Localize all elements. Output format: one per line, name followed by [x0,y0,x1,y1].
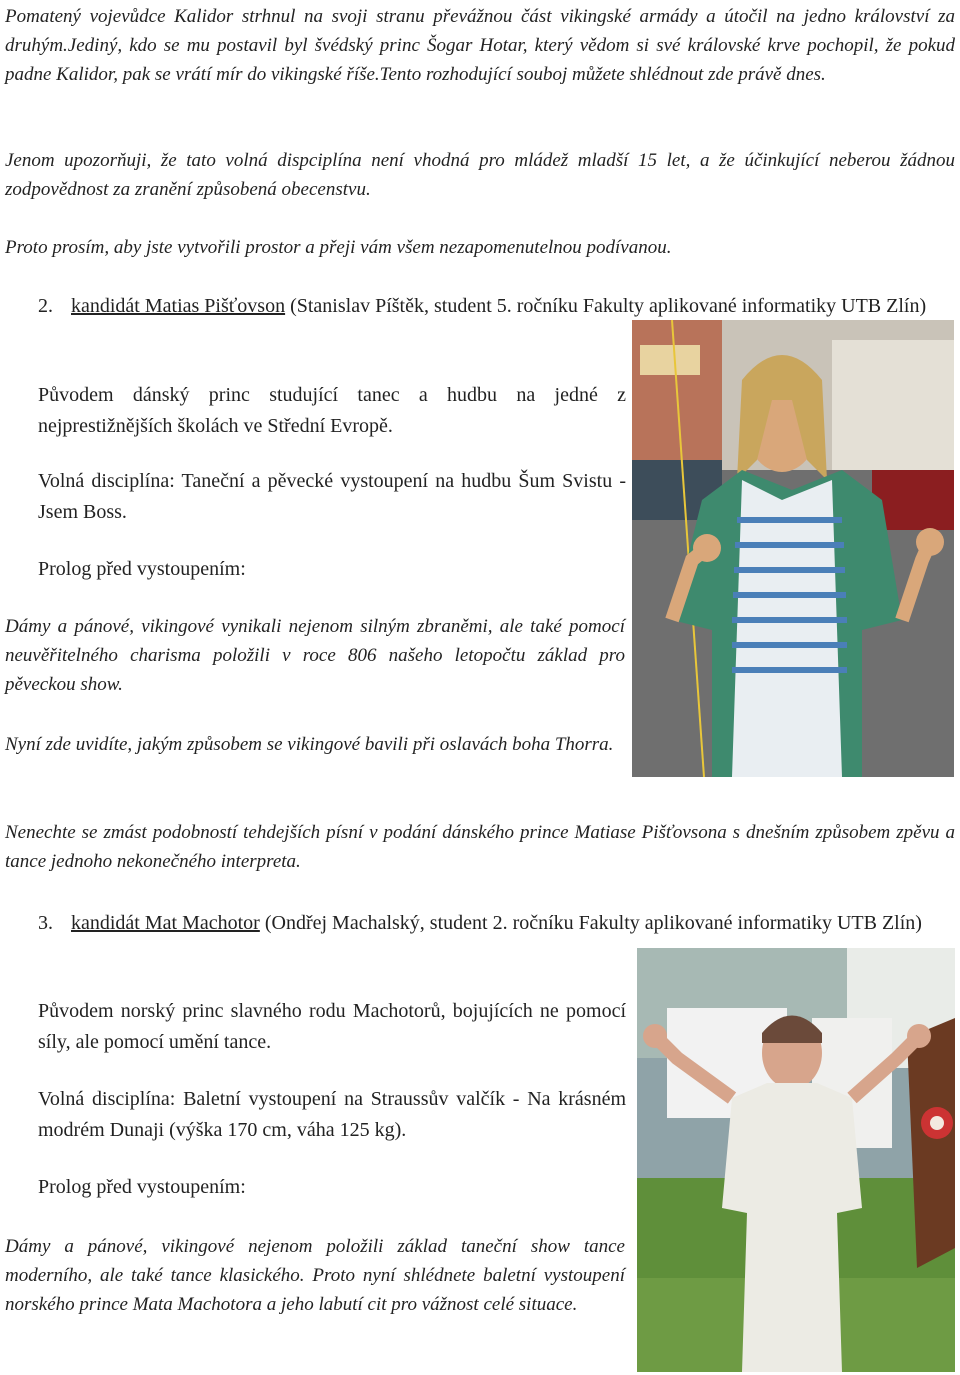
candidate3-details: (Ondřej Machalský, student 2. ročníku Fakulty aplikované informatiky UTB Zlín) [259,912,922,934]
intro-paragraph-1: Pomatený vojevůdce Kalidor strhnul na svoji stranu převážnou část vikingské armády a útočil na jedno království za druhým.Jediný, kdo se mu postavil byl švédský princ Šogar Hotar, který vědom si své královské krve pochopil, že pokud padne Kalidor, pak se vrátí mír do vikingské říše.Tento rozhodující souboj můžete shlédnout zde právě dnes. [5,6,955,85]
candidate2-prolog-label: Prolog před vystoupením: [38,558,246,580]
candidate2-prolog-p1: Dámy a pánové, vikingové vynikali nejenom silným zbraněmi, ale také pomocí neuvěřitelného charisma položili v roce 806 našeho letopočtu základ pro pěveckou show. [5,616,625,695]
candidate2-heading [71,291,955,322]
candidate3-name-link[interactable]: kandidát Mat Machotor [71,912,260,934]
candidate3-prolog-label: Prolog před vystoupením: [38,1176,246,1198]
candidate3-discipline: Volná disciplína: Baletní vystoupení na Straussův valčík - Na krásném modrém Dunaji (výška 170 cm, váha 125 kg). [38,1088,626,1141]
candidate2-details: (Stanislav Píštěk, student 5. ročníku Fakulty aplikované informatiky UTB Zlín) [285,295,927,317]
candidate3-photo [637,948,955,1372]
intro-paragraph-3: Proto prosím, aby jste vytvořili prostor a přeji vám všem nezapomenutelnou podívanou. [5,237,672,258]
candidate2-origin: Původem dánský princ studující tanec a hudbu na jedné z nejprestižnějších školách ve Střední Evropě. [38,384,626,437]
candidate3-number: 3. [38,912,53,934]
candidate3-origin: Původem norský princ slavného rodu Machotorů, bojujících ne pomocí síly, ale pomocí umění tance. [38,1000,626,1053]
intro-paragraph-2: Jenom upozorňuji, že tato volná dispciplína není vhodná pro mládež mladší 15 let, a že účinkující neberou žádnou zodpovědnost za zranění způsobená obecenstvu. [5,150,955,200]
candidate3-prolog-p1: Dámy a pánové, vikingové nejenom položili základ taneční show tance moderního, ale také tance klasického. Proto nyní shlédnete baletní vystoupení norského prince Mata Machotora a jeho labutí cit pro vážnost celé situace. [5,1236,625,1315]
candidate3-heading [71,908,955,939]
candidate2-note: Nenechte se zmást podobností tehdejších písní v podání dánského prince Matiase Pišťovsona s dnešním způsobem zpěvu a tance jednoho nekonečného interpreta. [5,822,955,872]
candidate2-number: 2. [38,295,53,317]
candidate2-name-link[interactable]: kandidát Matias Pišťovson [71,295,286,317]
candidate2-discipline: Volná disciplína: Taneční a pěvecké vystoupení na hudbu Šum Svistu - Jsem Boss. [38,470,626,523]
candidate2-photo [632,320,954,777]
candidate2-prolog-p2: Nyní zde uvidíte, jakým způsobem se vikingové bavili při oslavách boha Thorra. [5,734,614,755]
